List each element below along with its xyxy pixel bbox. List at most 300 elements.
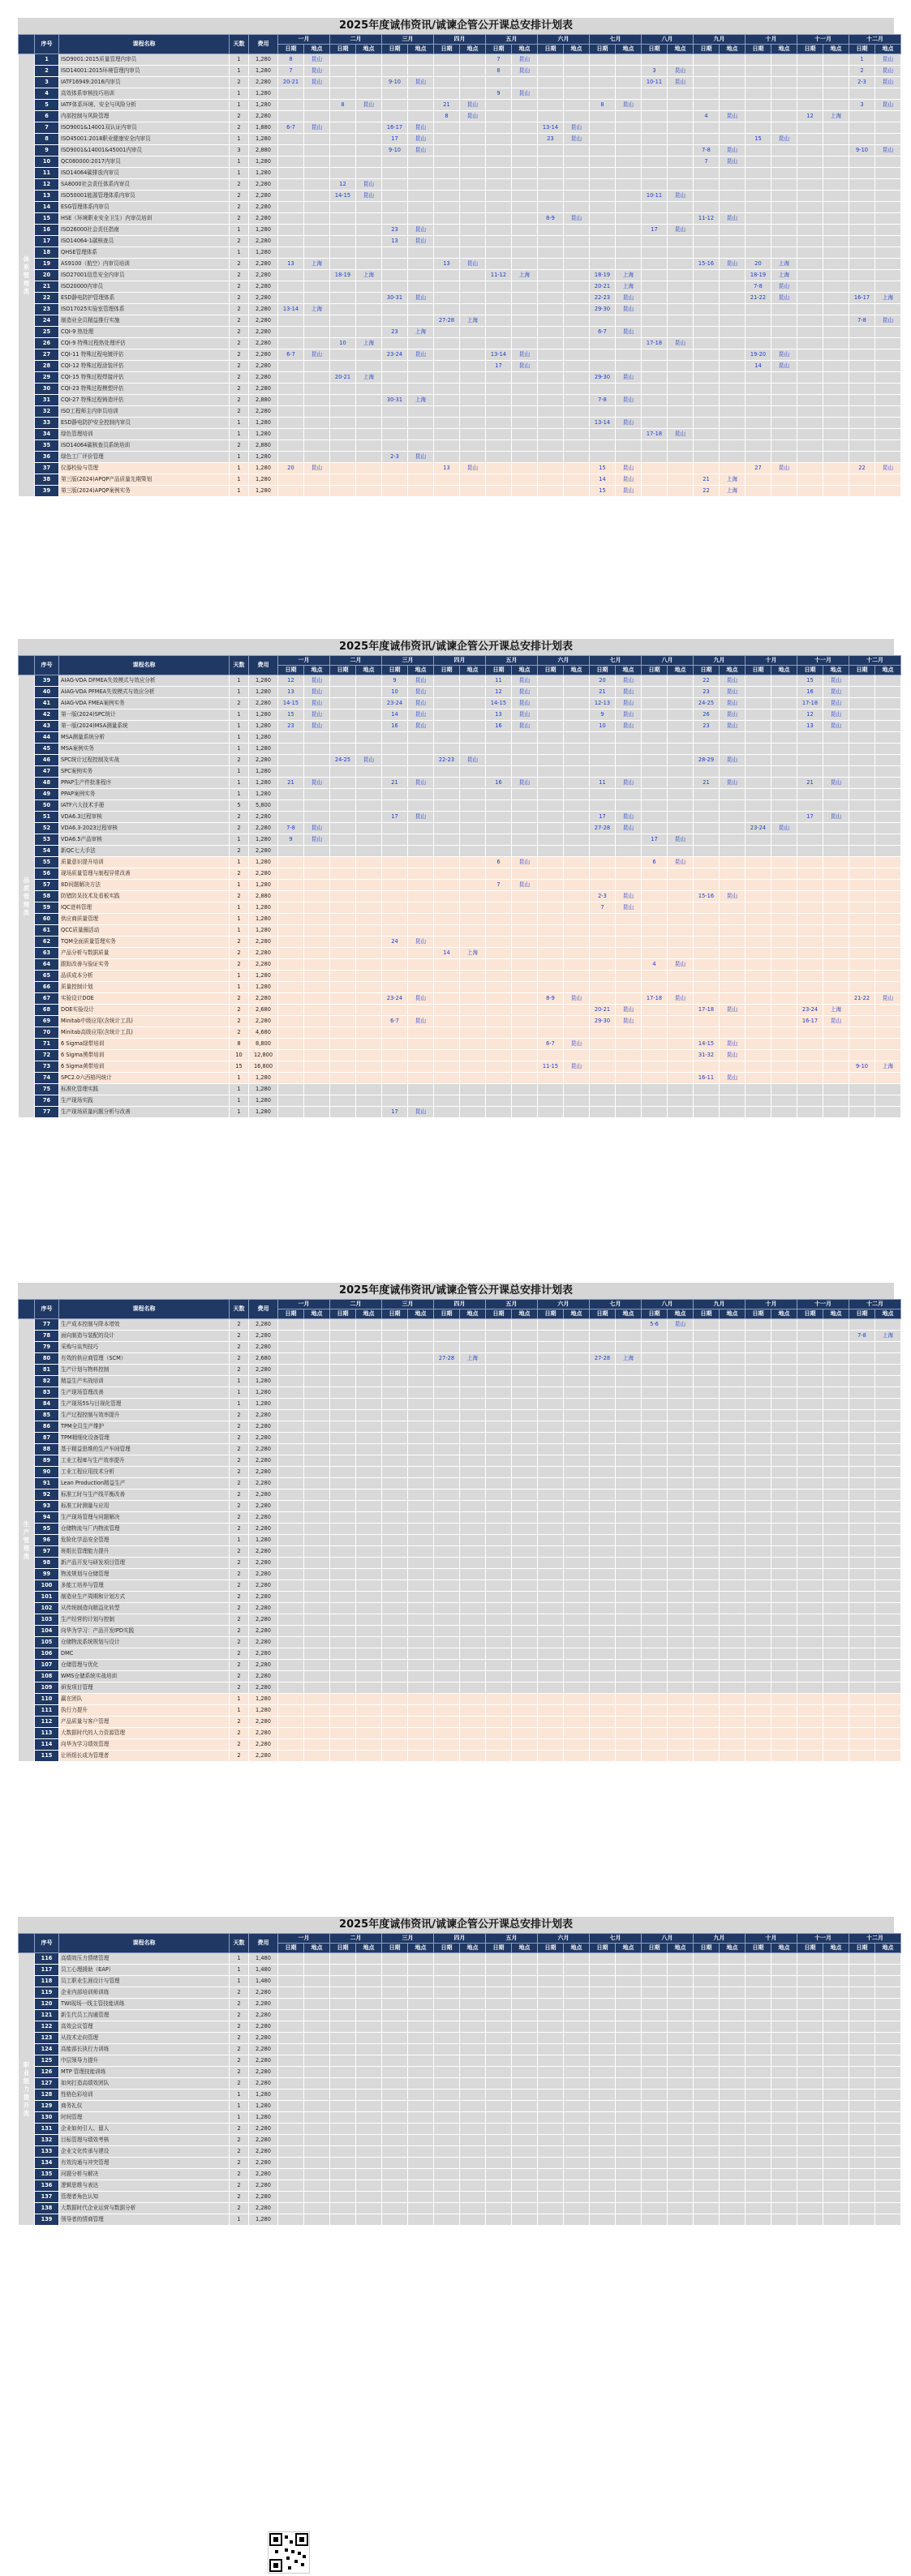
session-date: 20 [590, 675, 616, 687]
row-number: 95 [35, 1524, 59, 1535]
session-location [668, 474, 694, 486]
session-location [668, 134, 694, 145]
table-row [19, 1061, 901, 1073]
course-days: 2 [230, 1410, 249, 1421]
course-name: 工业工程应用技术分析 [59, 1467, 230, 1478]
session-location [875, 2021, 901, 2033]
course-days: 2 [230, 2021, 249, 2033]
session-location: 昆山 [564, 1061, 590, 1073]
course-name: ISO9001&14001&45001内审员 [59, 145, 230, 156]
session-location [564, 698, 590, 709]
session-location [771, 2146, 797, 2158]
session-date: 9-10 [382, 145, 408, 156]
session-date [486, 1467, 512, 1478]
session-location [356, 1717, 382, 1728]
session-date [278, 1512, 304, 1524]
session-location [823, 1976, 849, 1987]
row-number: 104 [35, 1626, 59, 1637]
session-date [330, 2101, 356, 2112]
session-location: 昆山 [304, 823, 330, 834]
session-date [642, 675, 668, 687]
session-date [382, 1501, 408, 1512]
session-date [797, 880, 823, 891]
session-date [382, 111, 408, 122]
session-location [720, 766, 746, 778]
session-location [460, 2203, 486, 2214]
session-location [564, 1524, 590, 1535]
header-date: 日期 [590, 1944, 616, 1953]
session-date [694, 1987, 720, 1999]
session-location [823, 1421, 849, 1433]
session-location [460, 1580, 486, 1592]
session-date [590, 2044, 616, 2055]
session-location [771, 1455, 797, 1467]
session-location [356, 213, 382, 225]
session-location [512, 2146, 538, 2158]
session-date [538, 1467, 564, 1478]
course-name: 商务礼仪 [59, 2101, 230, 2112]
session-date [849, 2033, 875, 2044]
course-name: DMC [59, 1648, 230, 1660]
session-date [538, 937, 564, 948]
session-date [486, 1027, 512, 1039]
session-location [823, 440, 849, 452]
session-date [642, 1467, 668, 1478]
course-days: 1 [230, 100, 249, 111]
session-location [356, 463, 382, 474]
session-location [771, 327, 797, 338]
course-fee: 1,280 [249, 778, 278, 789]
session-location [356, 168, 382, 179]
session-date [694, 1558, 720, 1569]
session-location [512, 1999, 538, 2010]
session-date [746, 1084, 771, 1095]
session-date [330, 812, 356, 823]
session-location [564, 236, 590, 247]
session-location [564, 1342, 590, 1353]
session-location [460, 2158, 486, 2169]
session-location [875, 812, 901, 823]
session-date [590, 452, 616, 463]
session-location [771, 1671, 797, 1682]
session-date [278, 766, 304, 778]
session-location [460, 789, 486, 800]
session-date [849, 971, 875, 982]
row-number: 113 [35, 1728, 59, 1739]
session-date: 29-30 [590, 304, 616, 315]
session-date [278, 1399, 304, 1410]
session-date [538, 1569, 564, 1580]
session-location [356, 1999, 382, 2010]
session-date [278, 857, 304, 868]
session-date [694, 1614, 720, 1626]
header-course: 课程名称 [59, 1300, 230, 1319]
session-date [538, 2112, 564, 2124]
session-location [356, 247, 382, 259]
session-date [746, 1999, 771, 2010]
course-name: MTP 管理技能训练 [59, 2067, 230, 2078]
session-date [849, 418, 875, 429]
header-month: 十一月 [797, 656, 849, 666]
session-location [720, 100, 746, 111]
row-number: 98 [35, 1558, 59, 1569]
session-date [642, 1444, 668, 1455]
session-location: 昆山 [408, 1016, 434, 1027]
session-date [538, 1489, 564, 1501]
course-name: 生产现场管理改善 [59, 1387, 230, 1399]
session-date [797, 1660, 823, 1671]
course-fee: 1,280 [249, 452, 278, 463]
session-location [356, 891, 382, 902]
session-location [823, 868, 849, 880]
course-fee: 1,280 [249, 2112, 278, 2124]
session-date [486, 766, 512, 778]
session-date [434, 902, 460, 914]
session-location [668, 1717, 694, 1728]
session-date [434, 2112, 460, 2124]
course-fee: 2,280 [249, 1444, 278, 1455]
session-location [771, 2169, 797, 2180]
course-fee: 1,280 [249, 880, 278, 891]
row-number: 18 [35, 247, 59, 259]
session-date [486, 1682, 512, 1694]
session-location [304, 1682, 330, 1694]
session-location [875, 1365, 901, 1376]
session-location [771, 2101, 797, 2112]
session-date [330, 868, 356, 880]
session-date [434, 2078, 460, 2090]
session-date [330, 1501, 356, 1512]
session-location [356, 2044, 382, 2055]
course-days: 1 [230, 2090, 249, 2101]
session-location [771, 452, 797, 463]
session-location [356, 395, 382, 406]
session-date [590, 2112, 616, 2124]
session-date [538, 111, 564, 122]
session-date [486, 902, 512, 914]
session-location [771, 2090, 797, 2101]
session-location [720, 2101, 746, 2112]
session-date [642, 914, 668, 925]
session-date [434, 122, 460, 134]
session-location [823, 1027, 849, 1039]
table-row [19, 948, 901, 959]
session-location [460, 868, 486, 880]
course-days: 1 [230, 834, 249, 846]
session-date [642, 2124, 668, 2135]
session-date [382, 1626, 408, 1637]
session-location [875, 2067, 901, 2078]
session-date [278, 406, 304, 418]
course-days: 1 [230, 709, 249, 721]
session-date [330, 293, 356, 304]
session-date [590, 1387, 616, 1399]
session-date [694, 812, 720, 823]
session-location [823, 2169, 849, 2180]
table-row [19, 440, 901, 452]
session-location [356, 2101, 382, 2112]
table-row [19, 1376, 901, 1387]
session-location [408, 440, 434, 452]
session-location [512, 1084, 538, 1095]
session-date [278, 281, 304, 293]
session-location [720, 1569, 746, 1580]
session-location: 昆山 [875, 145, 901, 156]
session-date [642, 452, 668, 463]
header-date: 日期 [278, 1944, 304, 1953]
row-number: 49 [35, 789, 59, 800]
session-date [434, 1331, 460, 1342]
session-location [408, 2124, 434, 2135]
session-location [304, 88, 330, 100]
session-date [746, 1648, 771, 1660]
session-location [616, 1569, 642, 1580]
session-date [849, 1694, 875, 1705]
session-location [823, 1603, 849, 1614]
session-location [512, 1626, 538, 1637]
session-date [694, 1107, 720, 1118]
session-location [771, 2010, 797, 2021]
course-fee: 1,280 [249, 925, 278, 937]
session-location [304, 179, 330, 191]
session-date [590, 1421, 616, 1433]
session-location [616, 1660, 642, 1671]
session-date [382, 1421, 408, 1433]
row-number: 97 [35, 1546, 59, 1558]
row-number: 47 [35, 766, 59, 778]
session-location [356, 1467, 382, 1478]
session-date [278, 247, 304, 259]
session-location [771, 2180, 797, 2192]
session-date [642, 281, 668, 293]
session-location [460, 937, 486, 948]
session-location [823, 1682, 849, 1694]
session-date [797, 755, 823, 766]
table-row [19, 971, 901, 982]
session-date: 20-21 [590, 281, 616, 293]
session-date [382, 880, 408, 891]
table-row [19, 1399, 901, 1410]
session-date [434, 1728, 460, 1739]
course-days: 1 [230, 971, 249, 982]
header-date: 日期 [642, 1944, 668, 1953]
session-location [823, 452, 849, 463]
course-fee: 2,880 [249, 891, 278, 902]
session-location [720, 2010, 746, 2021]
header-month: 二月 [330, 35, 382, 45]
session-date [330, 1387, 356, 1399]
session-location: 昆山 [616, 709, 642, 721]
session-date [382, 1637, 408, 1648]
session-date [538, 452, 564, 463]
session-date [486, 259, 512, 270]
session-location [564, 2055, 590, 2067]
session-date [330, 463, 356, 474]
session-location [408, 1569, 434, 1580]
session-date [694, 1976, 720, 1987]
session-date: 2 [849, 66, 875, 77]
session-location [356, 2203, 382, 2214]
session-date [538, 168, 564, 179]
session-location [823, 1739, 849, 1751]
session-date [434, 1489, 460, 1501]
session-date [382, 202, 408, 213]
session-location [771, 1489, 797, 1501]
session-location [512, 1399, 538, 1410]
session-location [408, 800, 434, 812]
row-number: 7 [35, 122, 59, 134]
session-date [434, 2214, 460, 2226]
course-fee: 2,280 [249, 361, 278, 372]
session-date [849, 1524, 875, 1535]
session-location [460, 1027, 486, 1039]
schedule-block [18, 1283, 894, 1762]
session-date: 17 [642, 225, 668, 236]
session-date [590, 1027, 616, 1039]
session-location [616, 1524, 642, 1535]
session-location [356, 122, 382, 134]
session-date [538, 823, 564, 834]
table-row [19, 959, 901, 971]
session-date [746, 1399, 771, 1410]
session-location [875, 1005, 901, 1016]
row-number: 51 [35, 812, 59, 823]
session-date [694, 732, 720, 744]
session-location [668, 1694, 694, 1705]
session-date [382, 1095, 408, 1107]
session-location [875, 880, 901, 891]
session-location [460, 721, 486, 732]
session-date: 17 [797, 812, 823, 823]
session-date [797, 1592, 823, 1603]
session-location [460, 1073, 486, 1084]
session-location [668, 2169, 694, 2180]
session-date [330, 1999, 356, 2010]
session-location [304, 1107, 330, 1118]
session-location [875, 474, 901, 486]
course-name: ISO27001信息安全内审员 [59, 270, 230, 281]
session-date [694, 2112, 720, 2124]
table-row [19, 1648, 901, 1660]
session-location [564, 1478, 590, 1489]
course-days: 2 [230, 1365, 249, 1376]
course-name: 绿色工厂评价管理 [59, 452, 230, 463]
session-location [720, 338, 746, 349]
session-date [746, 1027, 771, 1039]
course-fee: 2,280 [249, 2055, 278, 2067]
session-date: 11-15 [538, 1061, 564, 1073]
course-name: TWI现场一线主管技能训练 [59, 1999, 230, 2010]
course-name: 高能部长执行力训练 [59, 2044, 230, 2055]
session-location [616, 349, 642, 361]
session-date [278, 156, 304, 168]
session-location [616, 179, 642, 191]
session-location [408, 213, 434, 225]
session-date [746, 372, 771, 384]
session-location [668, 1728, 694, 1739]
course-fee: 2,280 [249, 1682, 278, 1694]
session-date [330, 1455, 356, 1467]
session-location [512, 1433, 538, 1444]
session-date [434, 1444, 460, 1455]
session-date [746, 474, 771, 486]
session-location [304, 744, 330, 755]
session-location [408, 1039, 434, 1050]
session-date [330, 2021, 356, 2033]
session-location [564, 789, 590, 800]
session-location [460, 971, 486, 982]
session-date [746, 145, 771, 156]
session-date [694, 902, 720, 914]
header-date: 日期 [434, 666, 460, 675]
session-location [720, 1580, 746, 1592]
session-date [538, 1614, 564, 1626]
course-fee: 2,280 [249, 1016, 278, 1027]
header-place: 地点 [356, 45, 382, 54]
session-location [564, 1410, 590, 1421]
session-location [304, 1353, 330, 1365]
session-date [538, 2090, 564, 2101]
course-name: 面向制造与装配的设计 [59, 1331, 230, 1342]
session-date: 11-12 [486, 270, 512, 281]
session-date [434, 1467, 460, 1478]
course-days: 2 [230, 1671, 249, 1682]
session-date [434, 66, 460, 77]
session-location [356, 1319, 382, 1331]
session-date [797, 179, 823, 191]
session-location [668, 732, 694, 744]
session-date [330, 486, 356, 497]
session-date [590, 2067, 616, 2078]
session-date [538, 1376, 564, 1387]
session-location [460, 709, 486, 721]
session-date [434, 1039, 460, 1050]
session-date [694, 959, 720, 971]
header-month: 八月 [642, 1934, 694, 1944]
session-date [278, 372, 304, 384]
session-location [720, 1648, 746, 1660]
row-number: 16 [35, 225, 59, 236]
table-row [19, 247, 901, 259]
category-label: 职业能力提升类 [19, 1953, 35, 2226]
course-fee: 1,880 [249, 122, 278, 134]
session-location [875, 327, 901, 338]
session-location [823, 1410, 849, 1421]
session-date [382, 88, 408, 100]
session-location [616, 88, 642, 100]
session-date [642, 156, 668, 168]
session-location [720, 902, 746, 914]
session-date [278, 1660, 304, 1671]
session-date [486, 1987, 512, 1999]
session-date [694, 1626, 720, 1637]
course-name: 生产计划与物料控制 [59, 1365, 230, 1376]
course-fee: 2,280 [249, 191, 278, 202]
session-location [823, 1342, 849, 1353]
session-date [797, 1342, 823, 1353]
course-name: 生产现场5S与目视化管理 [59, 1399, 230, 1410]
session-date: 7-8 [278, 823, 304, 834]
session-location [771, 179, 797, 191]
session-date [849, 1660, 875, 1671]
table-row [19, 823, 901, 834]
session-date [330, 1558, 356, 1569]
session-date [849, 327, 875, 338]
session-location [564, 111, 590, 122]
header-place: 地点 [616, 666, 642, 675]
session-date [642, 1410, 668, 1421]
session-date [434, 88, 460, 100]
